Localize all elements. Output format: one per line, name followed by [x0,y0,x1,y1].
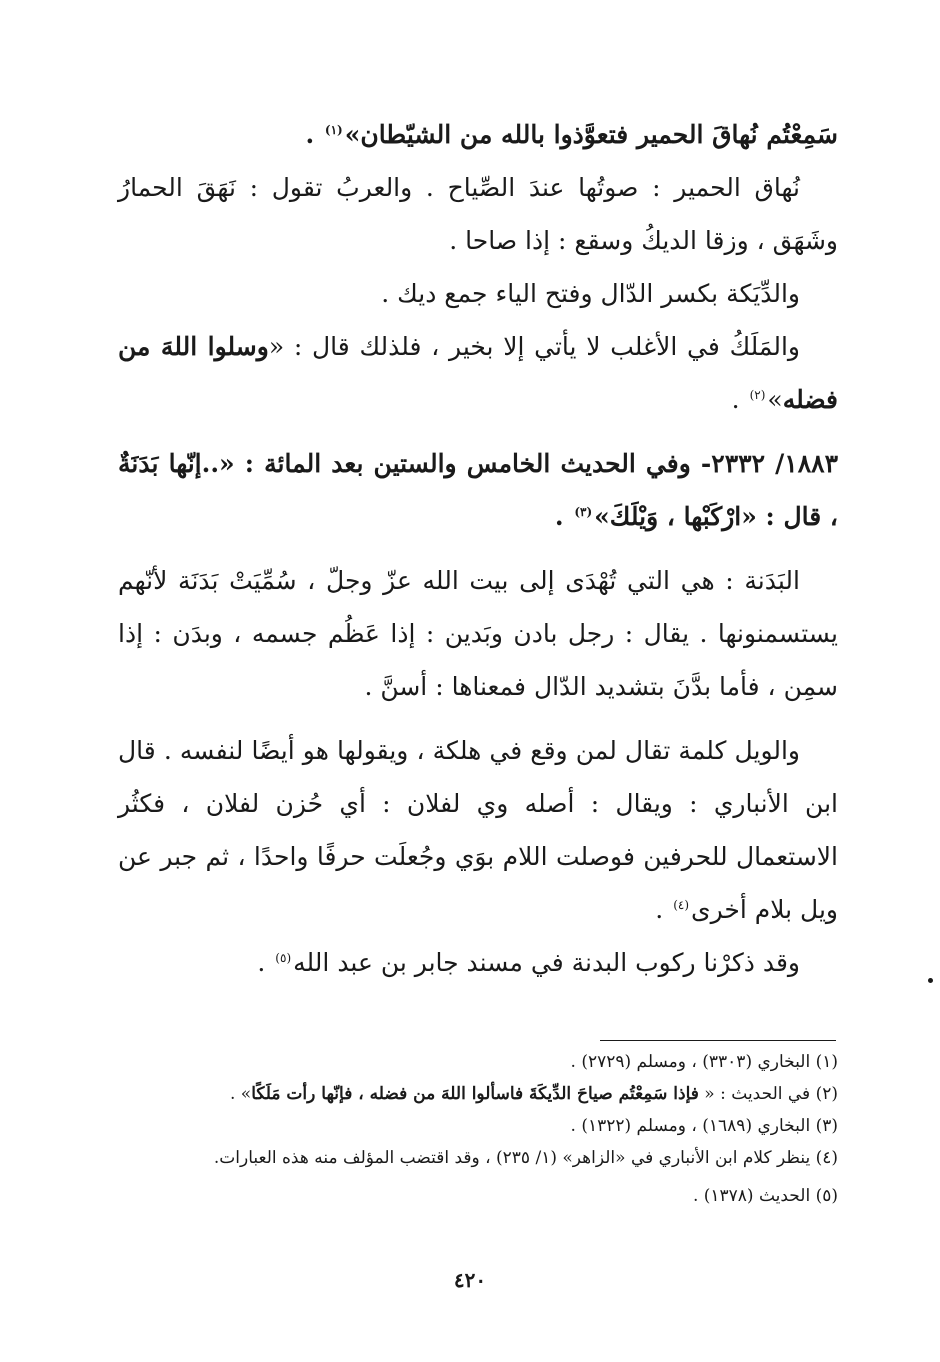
hadith-heading-text: ١٨٨٣/ ٢٣٣٢- وفي الحديث الخامس والستين بعد المائة : «..إنّها بَدَنَةٌ ، قال : «ارْكَبْها ، وَيْلَكَ» [118,449,838,531]
wayl-text: والويل كلمة تقال لمن وقع في هلكة ، ويقولها هو أيضًا لنفسه . قال ابن الأنباري : ويقال : أصله وي لفلان : أي حُزن لفلان ، فكثُر الاستعمال للحرفين فوصلت اللام بوَي وجُعلَت حرفًا واحدًا ، ثم جبر عن ويل بلام أخرى [118,736,838,924]
footnote-ref-1[interactable]: (١) [324,122,343,137]
main-text [118,108,838,989]
paragraph-end: . [655,895,672,924]
badana-explanation-paragraph: البَدَنة : هي التي تُهْدَى إلى بيت الله عزّ وجلّ ، سُمِّيَتْ بَدَنَة لأنّهم يستسمنونها . يقال : رجل بادن وبَدين : إذا عَظُم جسمه ، وبدَن : إذا سمِن ، فأما بدَّنَ بتشديد الدّال فمعناها : أسنَّ . [118,566,838,701]
cross-reference-text: وقد ذكرْنا ركوب البدنة في مسند جابر بن عبد الله [293,948,800,977]
footnote-5: (٥) الحديث (١٣٧٨) . [692,1186,838,1206]
paragraph-end: . [554,502,573,531]
footnotes [118,1046,838,1212]
malak-text: والمَلَكُ في الأغلب لا يأتي إلا بخير ، فلذلك قال : « [268,332,801,361]
paragraph-end: . [305,120,323,149]
footnote-ref-5[interactable]: (٥) [275,950,292,965]
footnote-4: (٤) ينظر كلام ابن الأنباري في «الزاهر» (١/ ٢٣٥) ، وقد اقتضب المؤلف منه هذه العبارات. [213,1148,838,1168]
footnote-ref-4[interactable]: (٤) [673,897,690,912]
footnote-2 [118,1078,838,1110]
nuhaq-explanation-paragraph: نُهاق الحمير : صوتُها عندَ الصِّياح . والعربُ تقول : نَهَقَ الحمارُ وشَهَق ، وزقا الديكُ وسقع : إذا صاحا . [118,173,838,255]
footnote-2-prefix: (٢) في الحديث : « [698,1084,838,1104]
quote-close: » [767,385,783,414]
footnote-ref-3[interactable]: (٣) [574,504,593,519]
footnote-2-suffix: » . [229,1084,252,1104]
hadith-heading-paragraph [118,437,838,543]
cross-reference-paragraph [118,936,838,989]
hadith-quote-paragraph [118,108,838,161]
hadith-quote-text: سَمِعْتُم نُهاقَ الحمير فتعوَّذوا بالله من الشيّطان» [344,120,838,149]
footnote-1: (١) البخاري (٣٣٠٣) ، ومسلم (٢٧٢٩) . [570,1052,838,1072]
margin-dot [928,978,933,983]
footnote-ref-2[interactable]: (٢) [749,387,766,402]
quran-quote: وسلوا اللهَ من فضله [118,332,838,414]
page-number: ٤٢٠ [453,1268,487,1292]
malak-explanation-paragraph [118,320,838,426]
wayl-explanation-paragraph [118,724,838,936]
paragraph-end: . [731,385,748,414]
footnote-2-hadith: فإذا سَمِعْتُم صياحَ الدِّيكَةَ فاسألوا اللهَ من فضله ، فإنّها رأت مَلَكًا [251,1084,699,1104]
diyaka-explanation-paragraph: والدِّيَكة بكسر الدّال وفتح الياء جمع ديك . [381,279,800,308]
footnote-3: (٣) البخاري (١٦٨٩) ، ومسلم (١٣٢٢) . [570,1116,838,1136]
paragraph-end: . [257,948,274,977]
footnote-separator [600,1040,836,1041]
